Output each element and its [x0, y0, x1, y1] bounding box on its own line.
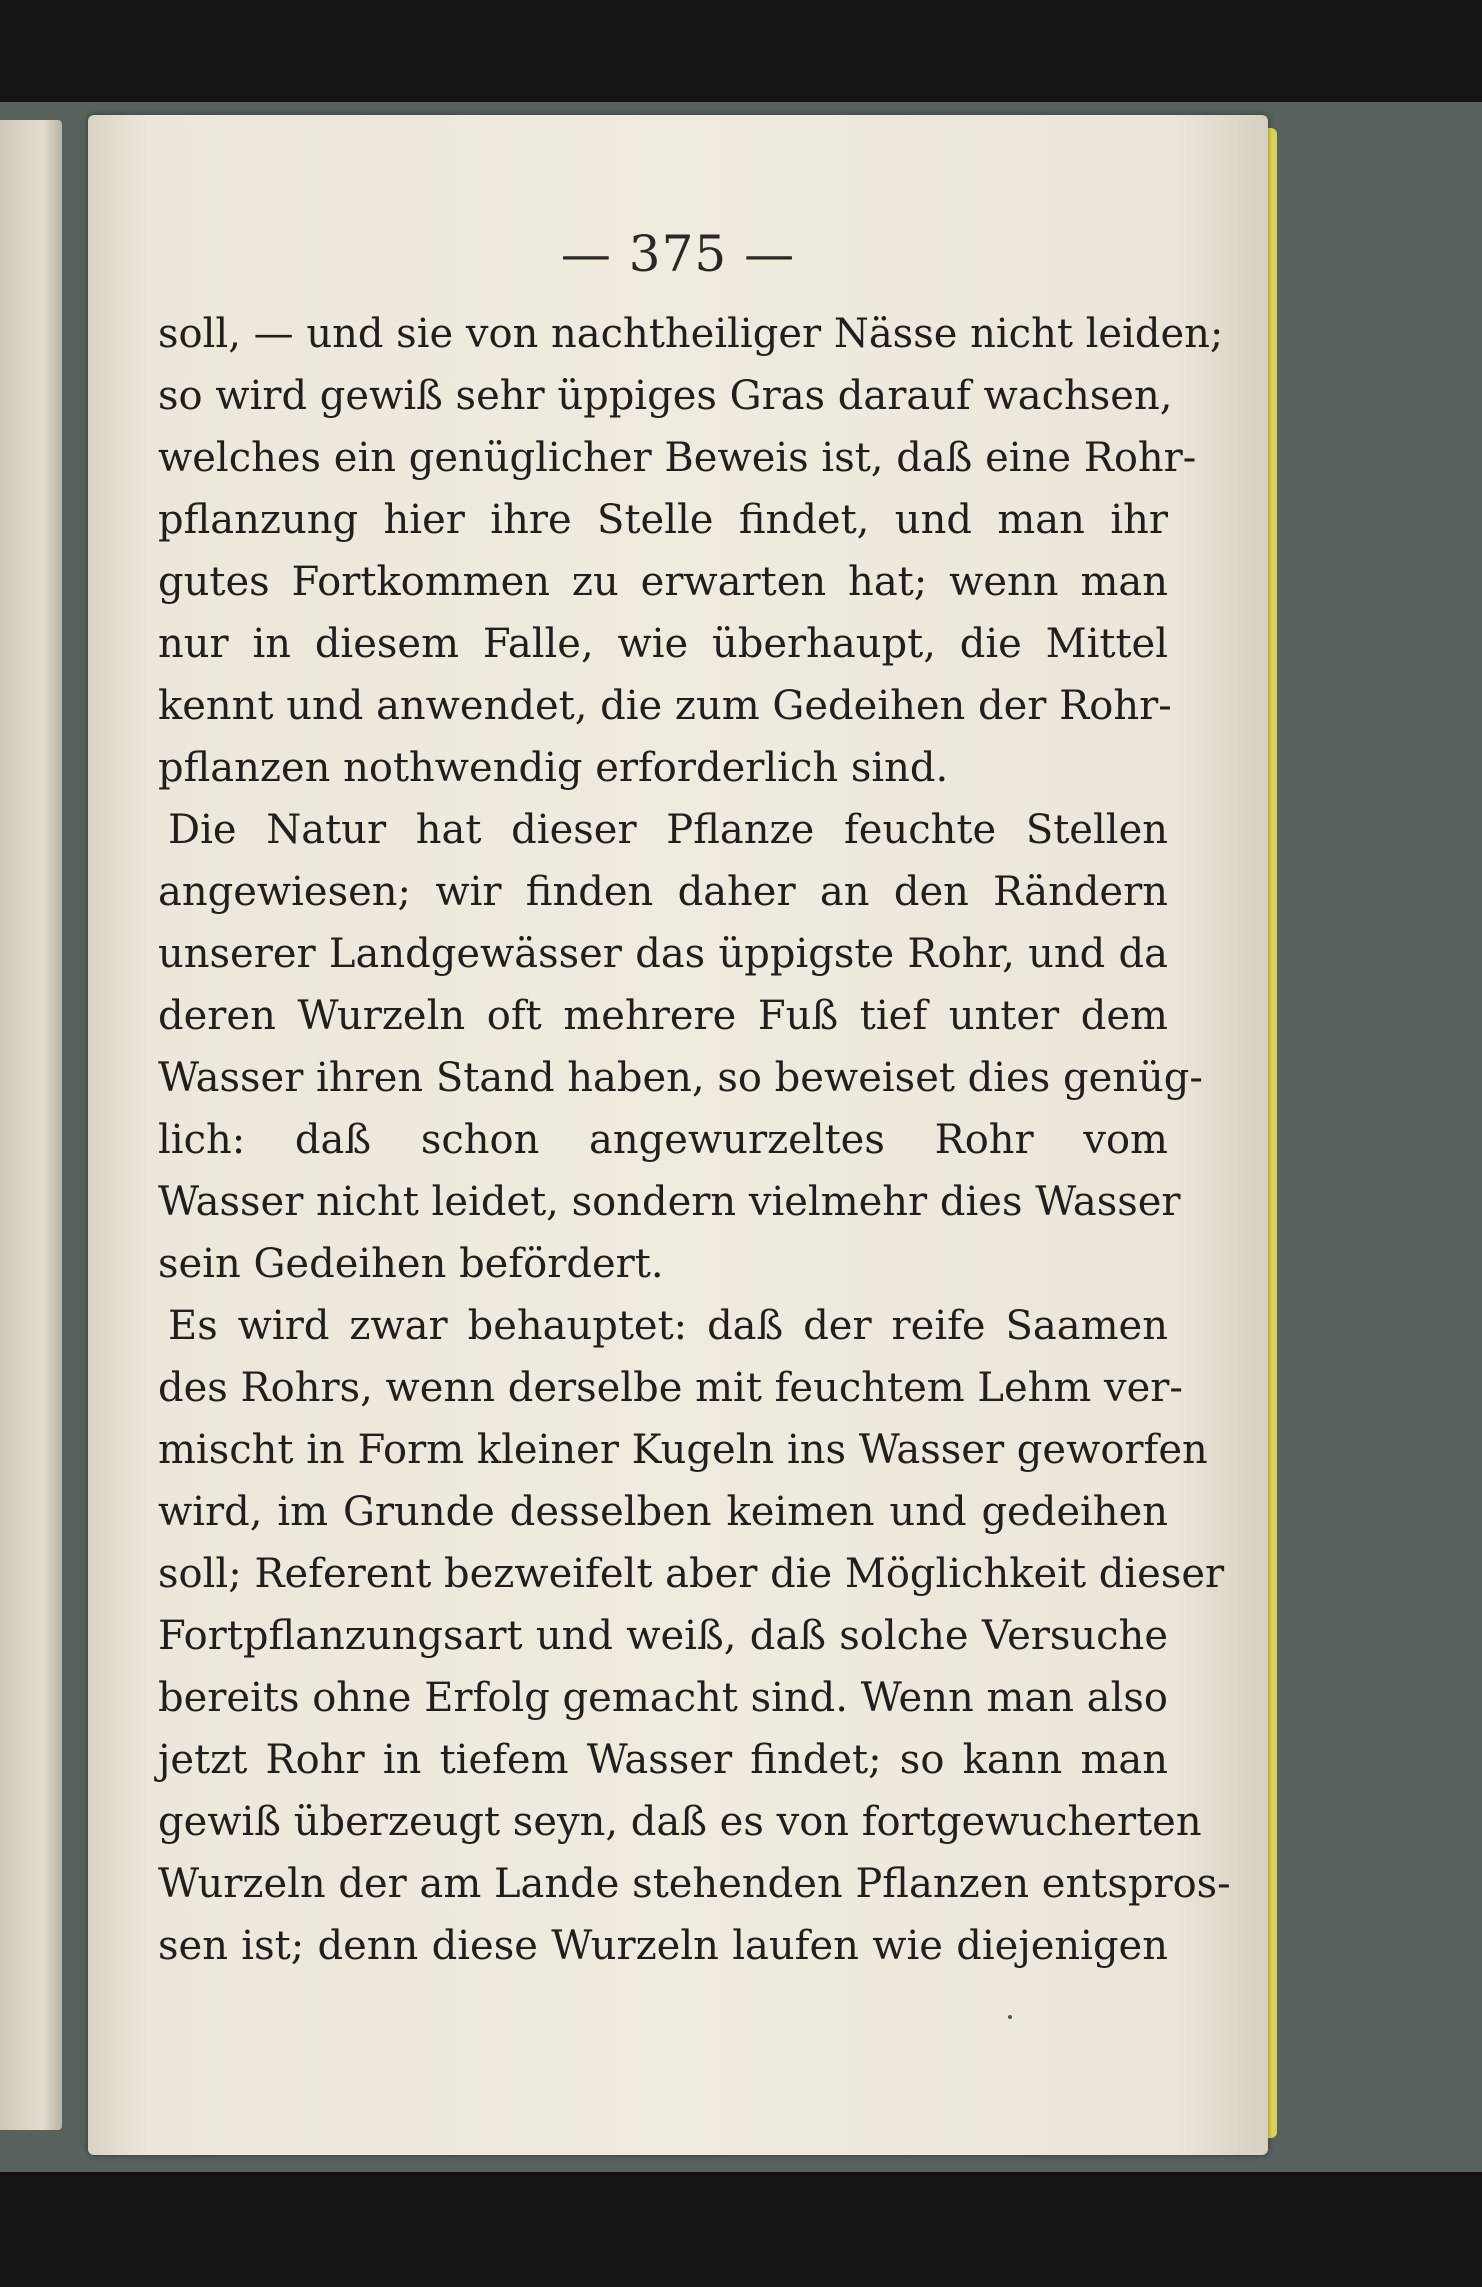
text-line: lich: daß schon angewurzeltes Rohr vom	[158, 1117, 1168, 1163]
text-line: bereits ohne Erfolg gemacht sind. Wenn man also	[158, 1675, 1168, 1721]
text-line: nur in diesem Falle, wie überhaupt, die Mittel	[158, 621, 1168, 667]
text-line: angewiesen; wir finden daher an den Rändern	[158, 869, 1168, 915]
paragraph-start-line: Die Natur hat dieser Pflanze feuchte Stellen	[168, 807, 1168, 853]
text-line: sen ist; denn diese Wurzeln laufen wie diejenigen	[158, 1923, 1168, 1969]
page-body-text	[158, 303, 1231, 1977]
text-line: des Rohrs, wenn derselbe mit feuchtem Lehm ver-	[158, 1365, 1183, 1411]
text-line: wird, im Grunde desselben keimen und gedeihen	[158, 1489, 1168, 1535]
text-line: soll, — und sie von nachtheiliger Nässe nicht leiden;	[158, 311, 1224, 357]
text-line: unserer Landgewässer das üppigste Rohr, und da	[158, 931, 1168, 977]
text-line: mischt in Form kleiner Kugeln ins Wasser geworfen	[158, 1427, 1208, 1473]
paper-speck	[1008, 2015, 1012, 2019]
text-line: pflanzung hier ihre Stelle findet, und man ihr	[158, 497, 1168, 543]
text-line: jetzt Rohr in tiefem Wasser findet; so kann man	[158, 1737, 1168, 1783]
text-line: kennt und anwendet, die zum Gedeihen der Rohr-	[158, 683, 1172, 729]
text-line: deren Wurzeln oft mehrere Fuß tief unter dem	[158, 993, 1168, 1039]
text-line: pflanzen nothwendig erforderlich sind.	[158, 745, 949, 791]
text-line: Wasser ihren Stand haben, so beweiset dies genüg-	[158, 1055, 1203, 1101]
page-number-header: — 375 —	[560, 225, 796, 283]
text-line: Wurzeln der am Lande stehenden Pflanzen entspros-	[158, 1861, 1231, 1907]
facing-page-edge	[0, 120, 62, 2130]
text-line: sein Gedeihen befördert.	[158, 1241, 664, 1287]
text-line: welches ein genüglicher Beweis ist, daß eine Rohr-	[158, 435, 1197, 481]
text-line: soll; Referent bezweifelt aber die Möglichkeit dieser	[158, 1551, 1225, 1597]
text-line: Fortpflanzungsart und weiß, daß solche Versuche	[158, 1613, 1168, 1659]
text-line: gewiß überzeugt seyn, daß es von fortgewucherten	[158, 1799, 1202, 1845]
text-line: Wasser nicht leidet, sondern vielmehr dies Wasser	[158, 1179, 1181, 1225]
text-line: so wird gewiß sehr üppiges Gras darauf wachsen,	[158, 373, 1173, 419]
book-page	[88, 115, 1268, 2155]
paragraph-start-line: Es wird zwar behauptet: daß der reife Saamen	[168, 1303, 1168, 1349]
text-line: gutes Fortkommen zu erwarten hat; wenn man	[158, 559, 1168, 605]
